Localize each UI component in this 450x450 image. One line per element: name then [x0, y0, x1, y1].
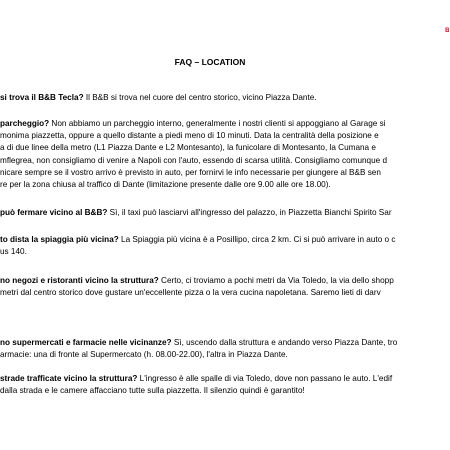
faq-line	[0, 92, 440, 104]
faq-answer: Il B&B si trova nel cuore del centro storico, vicino Piazza Dante.	[83, 93, 317, 102]
faq-answer: armacie: una di fronte al Supermercato (h. 08.00-22.00), l'altra in Piazza Dante.	[0, 350, 288, 360]
faq-line	[0, 118, 440, 130]
faq-line	[0, 385, 440, 397]
faq-answer: mflegrea, non consigliamo di venire a Napoli con l'auto, essendo di scarsa utilità. Consigliamo comunque d	[0, 155, 388, 165]
faq-line	[0, 142, 440, 154]
faq-item-shops	[0, 275, 440, 299]
faq-line	[0, 207, 440, 219]
faq-answer: a di due linee della metro (L1 Piazza Dante e L2 Montesanto), la funicolare di Montesanto, la Cumana e	[0, 143, 376, 153]
faq-question: si trova il B&B Tecla?	[0, 93, 84, 102]
faq-answer: nicare sempre se il vostro arrivo è previsto in auto, per fornirvi le info necessarie per giungere al B&B sen	[0, 167, 381, 177]
faq-item-supermarkets	[0, 337, 440, 361]
faq-answer: Certo, ci troviamo a pochi metri da Via Toledo, la via dello shopp	[158, 276, 394, 285]
faq-answer: Sì, il taxi può lasciarvi all'ingresso del palazzo, in Piazzetta Bianchi Spirito Sar	[107, 208, 392, 217]
faq-question: no supermercati e farmacie nelle vicinanze?	[0, 338, 172, 347]
faq-line	[0, 130, 440, 142]
faq-item-parking	[0, 118, 440, 191]
faq-line	[0, 234, 440, 246]
faq-question: no negozi e ristoranti vicino la struttura?	[0, 276, 159, 285]
faq-answer: us 140.	[0, 247, 27, 257]
faq-line	[0, 246, 440, 258]
faq-item-traffic	[0, 373, 440, 397]
faq-question: parcheggio?	[0, 119, 50, 128]
faq-question: strade trafficate vicino la struttura?	[0, 374, 138, 383]
faq-answer: dalla strada e le camere affacciano tutte sulla piazzetta. Il silenzio quindi è garantito!	[0, 386, 305, 396]
faq-question: to dista la spiaggia più vicina?	[0, 235, 119, 244]
faq-answer: re per la zona chiusa al traffico di Dante (limitazione presente dalle ore 9.00 alle ore 18.00).	[0, 180, 331, 190]
faq-line	[0, 373, 440, 385]
faq-item-location	[0, 92, 440, 104]
faq-item-taxi	[0, 207, 440, 219]
faq-line	[0, 155, 440, 167]
faq-line	[0, 349, 440, 361]
faq-answer: monima piazzetta, oppure a quello distante a piedi meno di 10 minuti. Data la centralità della posizione e	[0, 131, 379, 141]
faq-answer: Sì, uscendo dalla struttura e andando verso Piazza Dante, tro	[171, 338, 398, 347]
faq-line	[0, 275, 440, 287]
brand-mark: B	[445, 28, 450, 34]
faq-answer: metri dal centro storico dove gustare un'eccellente pizza o la vera cucina napoletana. Saremo lieti di darv	[0, 288, 381, 298]
faq-line	[0, 179, 440, 191]
faq-answer: La Spiaggia più vicina è a Posillipo, circa 2 km. Ci si può arrivare in auto o c	[118, 235, 396, 244]
faq-question: può fermare vicino al B&B?	[0, 208, 108, 217]
faq-line	[0, 337, 440, 349]
faq-line	[0, 167, 440, 179]
faq-answer: L'ingresso è alle spalle di via Toledo, dove non passano le auto. L'edif	[137, 374, 393, 383]
faq-item-beach	[0, 234, 440, 258]
page-title: FAQ – LOCATION	[174, 57, 246, 67]
faq-line	[0, 287, 440, 299]
faq-answer: Non abbiamo un parcheggio interno, generalmente i nostri clienti si appoggiano al Garage si	[49, 119, 386, 128]
